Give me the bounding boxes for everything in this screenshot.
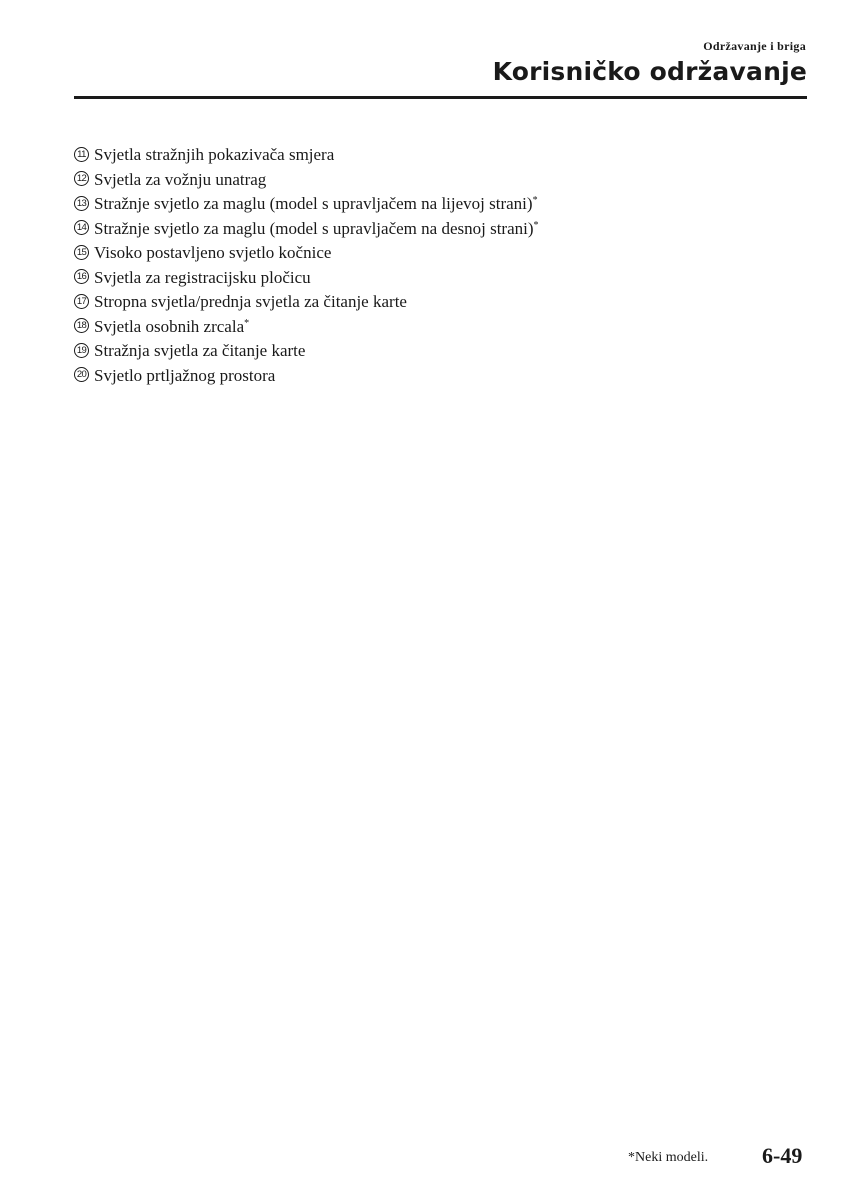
item-text: Svjetla stražnjih pokazivača smjera bbox=[94, 145, 335, 164]
header-rule bbox=[74, 96, 807, 99]
item-number-circle: 18 bbox=[74, 318, 89, 333]
list-item bbox=[74, 339, 539, 364]
section-label: Održavanje i briga bbox=[703, 39, 806, 53]
list-item bbox=[74, 217, 539, 242]
list-item bbox=[74, 168, 539, 193]
page-header bbox=[74, 38, 807, 88]
item-number-circle: 12 bbox=[74, 171, 89, 186]
item-text: Svjetla za vožnju unatrag bbox=[94, 169, 267, 189]
list-item bbox=[74, 315, 539, 340]
asterisk-mark: * bbox=[532, 195, 538, 206]
list-item bbox=[74, 143, 539, 168]
item-number-circle: 17 bbox=[74, 294, 89, 309]
page-number: 6-49 bbox=[762, 1143, 803, 1168]
item-text: Svjetlo prtljažnog prostora bbox=[94, 365, 276, 385]
item-text: Svjetla za registracijsku pločicu bbox=[94, 267, 311, 287]
item-number-circle: 16 bbox=[74, 269, 89, 284]
item-number-circle: 15 bbox=[74, 245, 89, 260]
item-text: Visoko postavljeno svjetlo kočnice bbox=[94, 243, 332, 262]
light-list bbox=[74, 143, 539, 388]
item-text: Stražnja svjetla za čitanje karte bbox=[94, 341, 306, 360]
chapter-title: Korisničko održavanje bbox=[492, 57, 807, 86]
item-text: Stražnje svjetlo za maglu (model s upravljačem na lijevoj strani)* bbox=[94, 194, 538, 213]
item-number-circle: 20 bbox=[74, 367, 89, 382]
item-text: Stražnje svjetlo za maglu (model s upravljačem na desnoj strani)* bbox=[94, 218, 539, 238]
footnote: *Neki modeli. bbox=[628, 1150, 709, 1165]
list-item bbox=[74, 364, 539, 389]
item-number-circle: 19 bbox=[74, 343, 89, 358]
item-text: Stropna svjetla/prednja svjetla za čitanje karte bbox=[94, 292, 407, 311]
list-item bbox=[74, 241, 539, 266]
item-number-circle: 13 bbox=[74, 196, 89, 211]
list-item bbox=[74, 192, 539, 217]
asterisk-mark: * bbox=[533, 219, 539, 231]
item-text: Svjetla osobnih zrcala* bbox=[94, 316, 250, 336]
list-item bbox=[74, 290, 539, 315]
item-number-circle: 11 bbox=[74, 147, 89, 162]
asterisk-mark: * bbox=[244, 317, 250, 329]
item-number-circle: 14 bbox=[74, 220, 89, 235]
list-item bbox=[74, 266, 539, 291]
